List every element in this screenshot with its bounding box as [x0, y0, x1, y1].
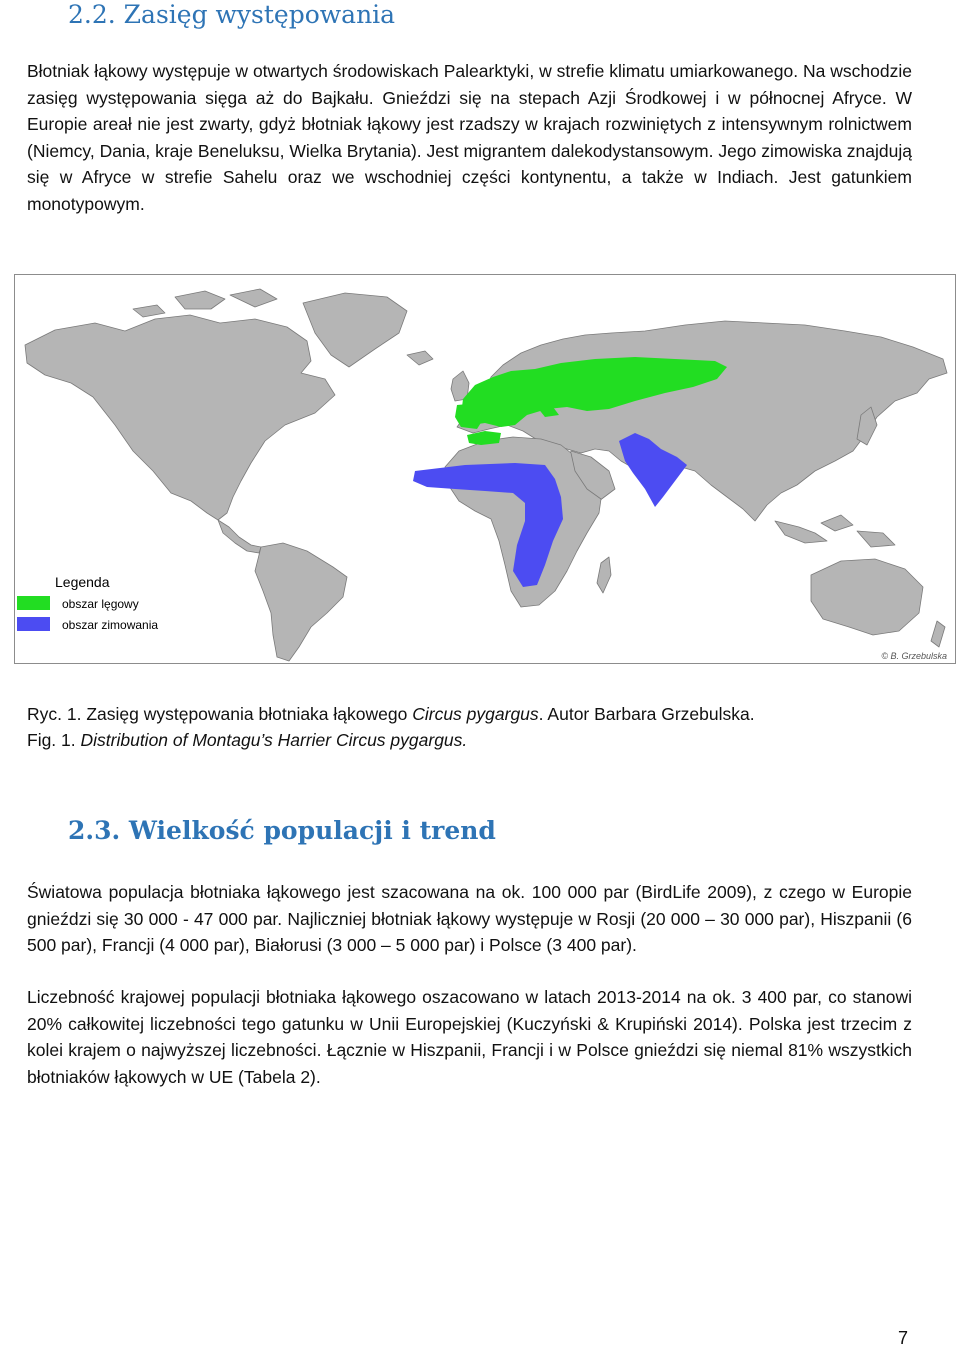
indonesia-shape: [775, 515, 895, 547]
caption-pl-suffix: . Autor Barbara Grzebulska.: [538, 704, 755, 724]
population-paragraph-2: Liczebność krajowej populacji błotniaka łąkowego oszacowano w latach 2013-2014 na ok. 3 400 par, co stanowi 20% całkowitej liczebności tego gatunku w Unii Europejskiej (Kuczyński & Krupiński 2014). Polska jest trzecim z kolei krajem o najwyższej liczebności. Łącznie w Hiszpanii, Francji i w Polsce gnieździ się niemal 81% wszystkich błotniaków łąkowych w UE (Tabela 2).: [27, 987, 912, 1087]
south-america-shape: [255, 543, 347, 661]
caption-en-prefix: Fig. 1.: [27, 730, 81, 750]
map-legend: [17, 574, 158, 632]
legend-breeding-swatch: [17, 596, 50, 610]
map-credit: © B. Grzebulska: [881, 651, 947, 661]
figure-caption-pl: [27, 701, 755, 727]
iceland-shape: [407, 351, 433, 365]
legend-breeding-label: obszar lęgowy: [62, 597, 139, 611]
population-paragraph-1: Światowa populacja błotniaka łąkowego jest szacowana na ok. 100 000 par (BirdLife 2009), z czego w Europie gnieździ się 30 000 - 47 000 par. Najliczniej błotniak łąkowy występuje w Rosji (20 000 – 30 000 par), Hiszpanii (6 500 par), Francji (4 000 par), Białorusi (3 000 – 5 000 par) i Polsce (3 400 par).: [27, 882, 912, 955]
north-america-shape: [25, 315, 335, 520]
section-title: Wielkość populacji i trend: [128, 816, 496, 845]
distribution-map: [14, 274, 956, 664]
legend-title: Legenda: [55, 574, 110, 590]
section-number: 2.2.: [68, 0, 116, 29]
section-heading-2-3: [68, 816, 496, 846]
page-number: 7: [898, 1328, 909, 1348]
legend-wintering-swatch: [17, 617, 50, 631]
greenland-shape: [303, 293, 407, 367]
caption-pl-prefix: Ryc. 1. Zasięg występowania błotniaka łąkowego: [27, 704, 413, 724]
caption-en-text: Distribution of Montagu’s Harrier Circus pygargus.: [80, 730, 468, 750]
section-heading-2-2: [68, 0, 395, 30]
section-title: Zasięg występowania: [123, 0, 396, 29]
new-zealand-shape: [931, 621, 945, 647]
central-america-shape: [218, 520, 261, 553]
range-paragraph: Błotniak łąkowy występuje w otwartych środowiskach Palearktyki, w strefie klimatu umiarkowanego. Na wschodzie zasięg występowania sięga aż do Bajkału. Gnieździ się na stepach Azji Środkowej i w północnej Afryce. W Europie areał nie jest zwarty, gdyż błotniak łąkowy jest rzadszy w krajach rozwiniętych z intensywnym rolnictwem (Niemcy, Dania, kraje Beneluksu, Wielka Brytania). Jest migrantem dalekodystansowym. Jego zimowiska znajdują się w Afryce w strefie Sahelu oraz we wschodniej części kontynentu, a także w Indiach. Jest gatunkiem monotypowym.: [27, 61, 912, 214]
madagascar-shape: [597, 557, 611, 593]
wintering-sahel-area: [413, 463, 563, 587]
world-map-svg: [15, 275, 955, 663]
breeding-north-africa-area: [467, 431, 501, 445]
legend-wintering-label: obszar zimowania: [62, 618, 159, 632]
figure-caption-en: [27, 727, 467, 753]
arctic-islands-shape: [133, 289, 277, 317]
caption-pl-species: Circus pygargus: [412, 704, 539, 724]
section-number: 2.3.: [68, 816, 121, 845]
australia-shape: [811, 559, 923, 635]
